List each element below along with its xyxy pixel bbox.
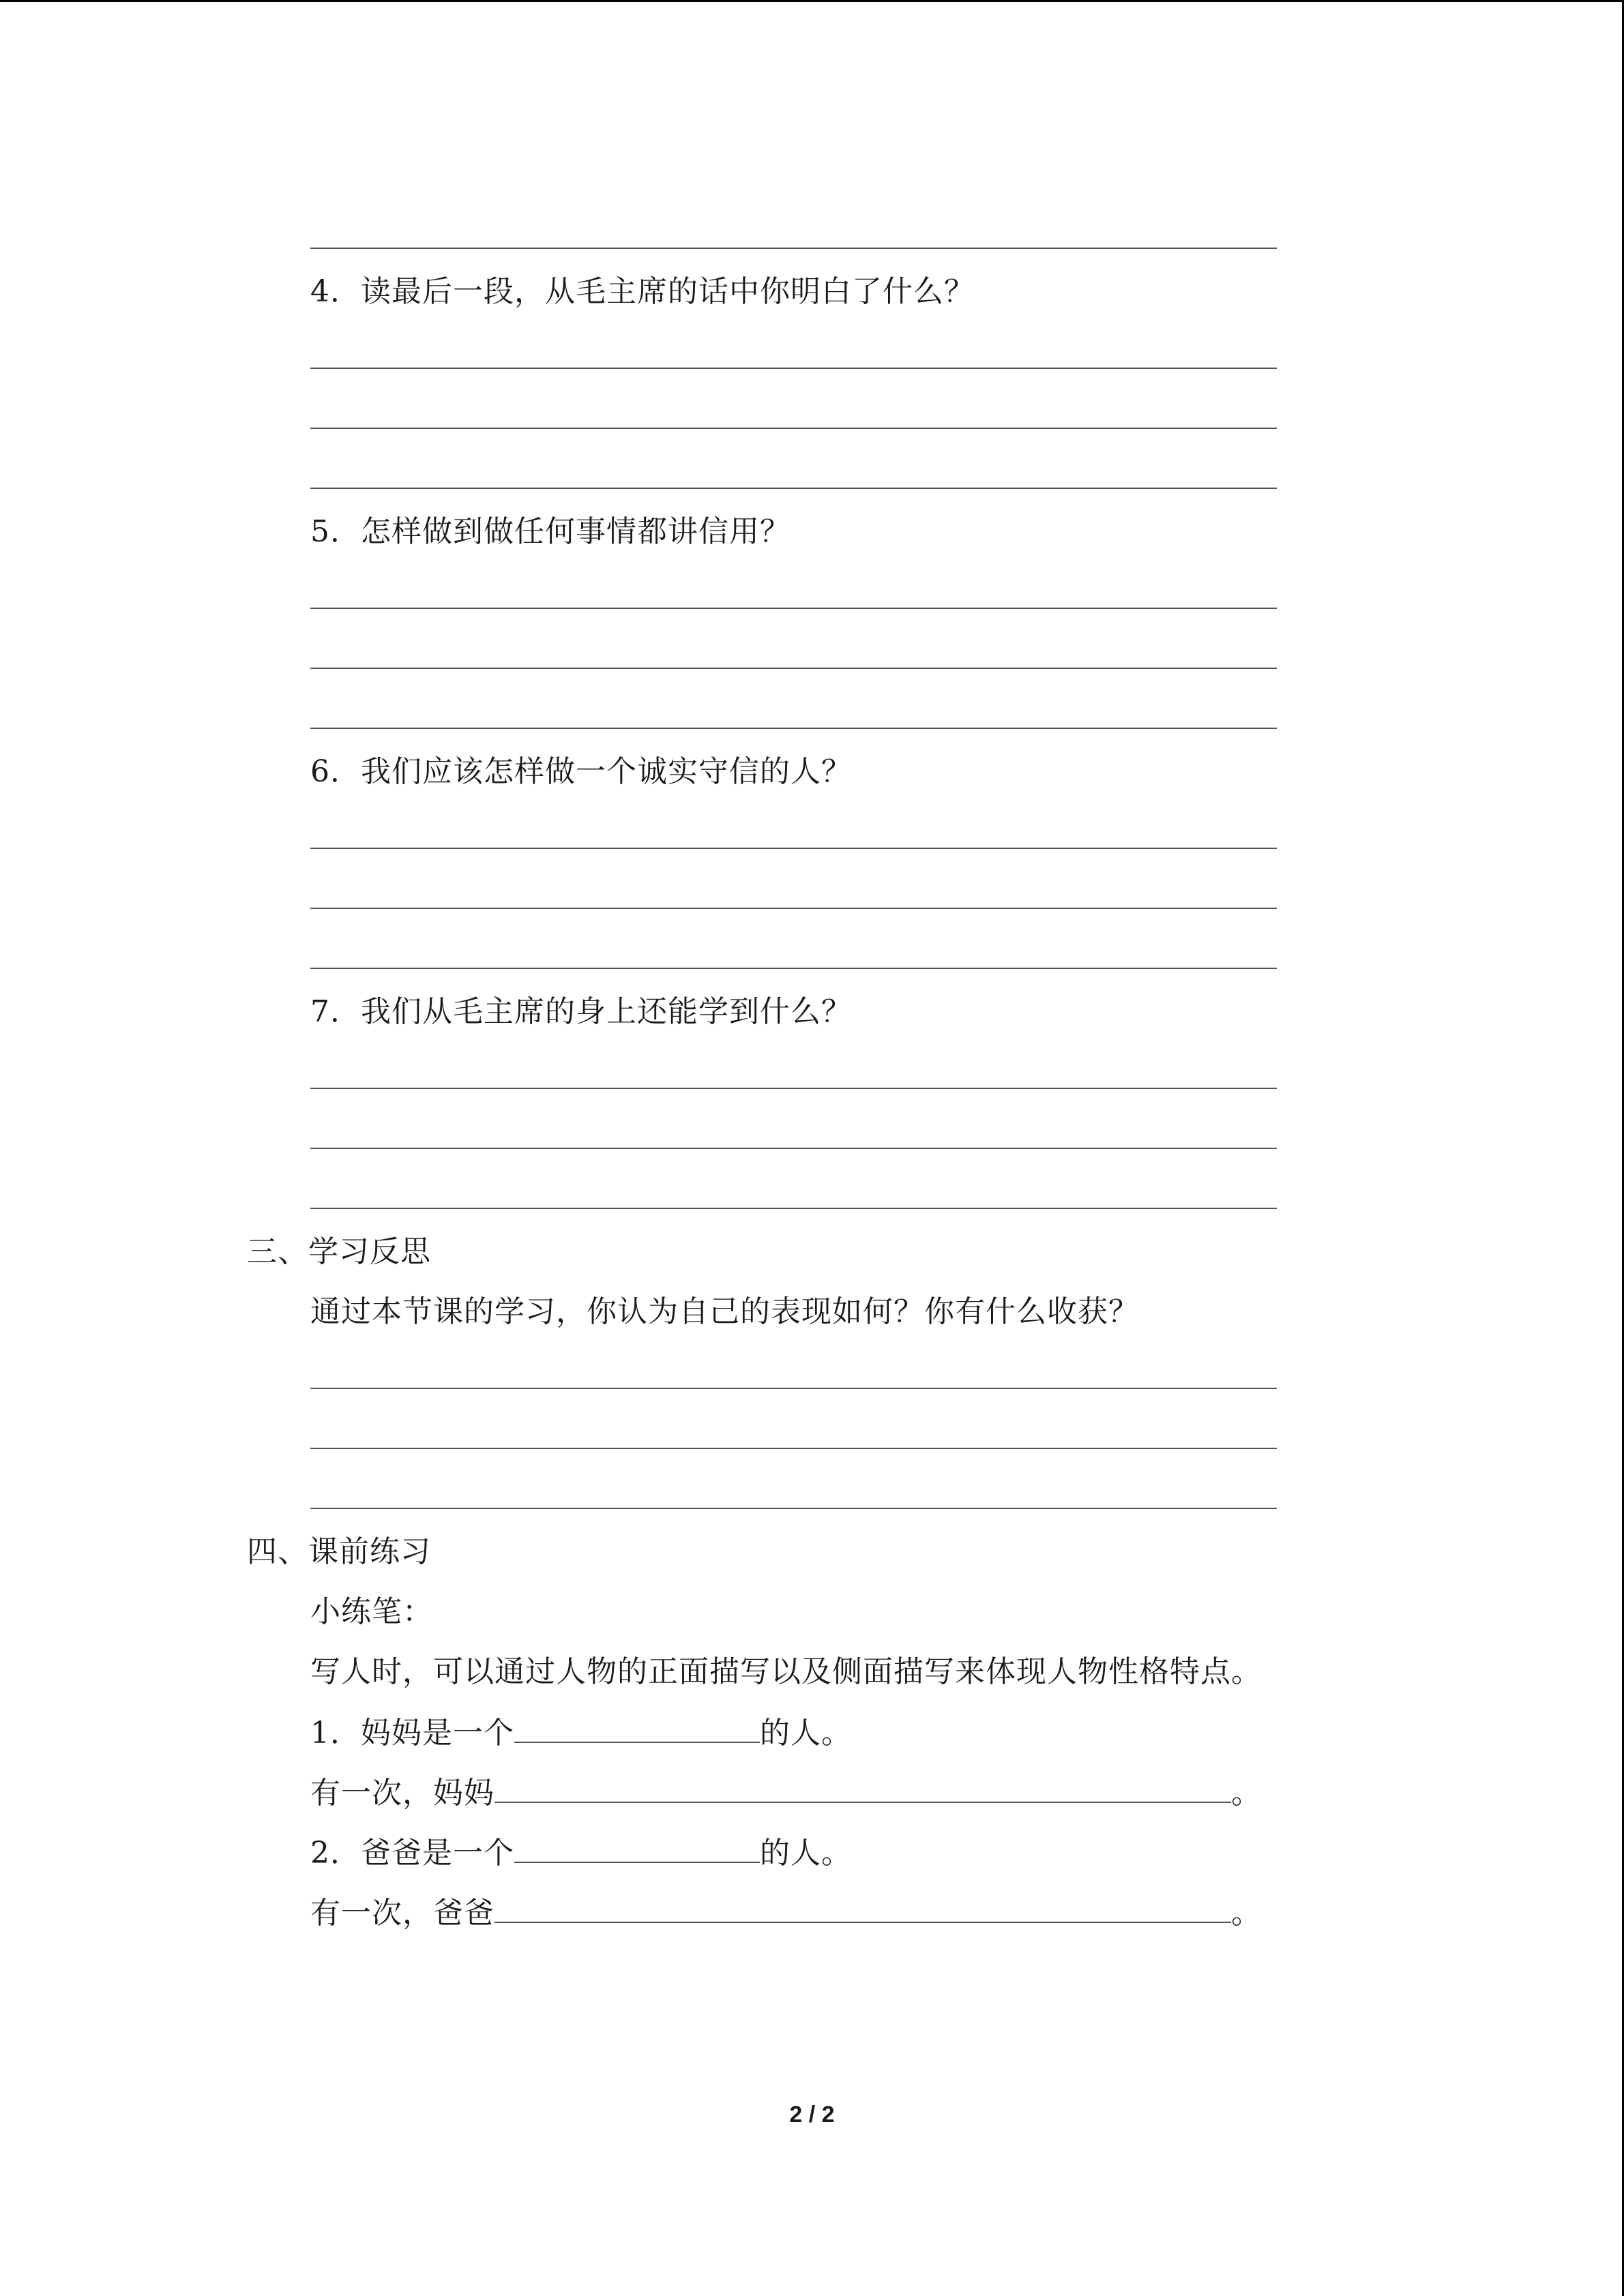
answer-line <box>310 668 1277 669</box>
answer-line <box>310 848 1277 849</box>
answer-line <box>310 248 1277 249</box>
practice-subtitle: 小练笔： <box>310 1594 433 1629</box>
answer-line <box>310 608 1277 609</box>
question-6: 6．我们应该怎样做一个诚实守信的人？ <box>310 754 852 789</box>
answer-line <box>310 368 1277 369</box>
answer-line <box>310 1208 1277 1209</box>
page-number: 2 / 2 <box>789 2102 835 2128</box>
end-mark: 。 <box>1231 1896 1262 1930</box>
answer-line <box>310 1088 1277 1089</box>
reflection-prompt: 通过本节课的学习，你认为自己的表现如何？你有什么收获？ <box>310 1294 1139 1329</box>
practice-item-2-story <box>310 1892 1262 1934</box>
answer-line <box>310 428 1277 429</box>
answer-line <box>310 1388 1277 1389</box>
fill-blank[interactable] <box>494 1892 1231 1923</box>
end-mark: 。 <box>1231 1776 1262 1810</box>
fill-blank[interactable] <box>514 1712 760 1743</box>
practice-item-1-story-prefix: 有一次，妈妈 <box>310 1776 494 1810</box>
fill-blank[interactable] <box>514 1832 760 1863</box>
page-top-border <box>0 0 1624 2</box>
question-4: 4．读最后一段，从毛主席的话中你明白了什么？ <box>310 274 975 309</box>
practice-item-1-suffix: 的人。 <box>760 1716 852 1750</box>
practice-intro: 写人时，可以通过人物的正面描写以及侧面描写来体现人物性格特点。 <box>310 1654 1262 1689</box>
answer-line <box>310 1148 1277 1149</box>
section-heading-reflection: 三、学习反思 <box>247 1234 431 1269</box>
practice-item-2-suffix: 的人。 <box>760 1836 852 1870</box>
answer-line <box>310 1448 1277 1449</box>
practice-item-1-story <box>310 1772 1262 1814</box>
practice-item-1-prefix: 1．妈妈是一个 <box>310 1716 514 1750</box>
fill-blank[interactable] <box>494 1772 1231 1803</box>
answer-line <box>310 908 1277 909</box>
question-5: 5．怎样做到做任何事情都讲信用？ <box>310 514 791 549</box>
practice-item-2 <box>310 1832 852 1874</box>
practice-item-2-prefix: 2．爸爸是一个 <box>310 1836 514 1870</box>
question-7: 7．我们从毛主席的身上还能学到什么？ <box>310 994 852 1029</box>
practice-item-2-story-prefix: 有一次，爸爸 <box>310 1896 494 1930</box>
practice-item-1 <box>310 1712 852 1754</box>
section-heading-practice: 四、课前练习 <box>247 1534 431 1569</box>
answer-line <box>310 488 1277 489</box>
answer-line <box>310 1508 1277 1509</box>
answer-line <box>310 968 1277 969</box>
answer-line <box>310 728 1277 729</box>
